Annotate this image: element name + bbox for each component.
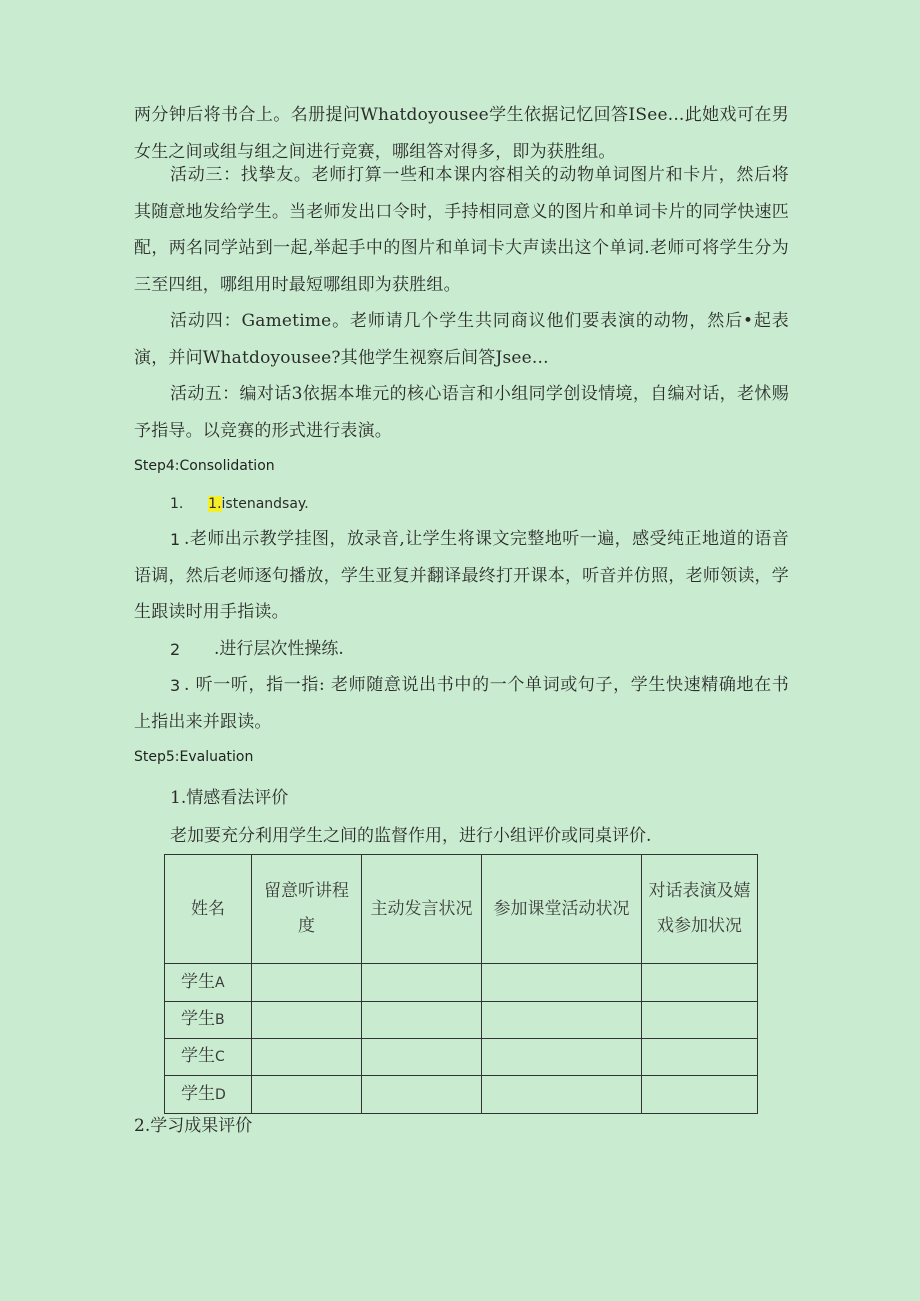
table-cell	[482, 1076, 642, 1114]
table-cell	[252, 1039, 362, 1076]
student-name-cell	[165, 964, 252, 1002]
header-listening: 留意听讲程度	[252, 855, 362, 964]
table-cell	[642, 1039, 758, 1076]
step5-heading: Step5:Evaluation	[134, 749, 254, 765]
table-cell	[362, 964, 482, 1002]
student-letter: C	[215, 1049, 225, 1065]
student-prefix: 学生	[181, 1046, 215, 1066]
student-name-cell	[165, 1002, 252, 1039]
paragraph-activity-five: 活动五：编对话3依据本堆元的核心语言和小组同学创设情境，自编对话，老怵赐予指导。以竞赛的形式进行表演。	[134, 384, 789, 441]
evaluation-table	[164, 854, 758, 1114]
student-prefix: 学生	[181, 1009, 215, 1029]
step5-sub2: 2.学习成果评价	[134, 1116, 253, 1136]
step4-item4-text: . 听一听，指一指: 老师随意说出书中的一个单词或句子，学生快速精确地在书上指出来并跟读。	[134, 675, 789, 732]
paragraph-activity-four: 活动四：Gametime。老师请几个学生共同商议他们要表演的动物，然后•起表演，并问Whatdoyousee?其他学生视察后间答Jsee...	[134, 311, 789, 368]
table-row	[165, 1076, 758, 1114]
student-prefix: 学生	[181, 1083, 215, 1104]
step4-item3-text: .进行层次性操练.	[214, 639, 344, 659]
step4-item-listen-and-say	[170, 493, 309, 513]
table-cell	[642, 964, 758, 1002]
table-cell	[482, 1002, 642, 1039]
student-name-cell	[165, 1039, 252, 1076]
table-cell	[362, 1076, 482, 1114]
step4-heading: Step4:Consolidation	[134, 458, 275, 474]
table-cell	[252, 1002, 362, 1039]
table-cell	[642, 1076, 758, 1114]
student-letter: B	[215, 1012, 225, 1028]
table-cell	[482, 1039, 642, 1076]
highlighted-number: 1.	[208, 496, 222, 512]
header-activity: 参加课堂活动状况	[482, 855, 642, 964]
table-header-row	[165, 855, 758, 964]
step4-item4-number: 3	[170, 676, 181, 695]
table-cell	[252, 1076, 362, 1114]
student-letter: D	[215, 1086, 226, 1103]
step4-item1-number: 1.	[170, 496, 184, 512]
step4-item2-text: .老师出示教学挂图，放录音,让学生将课文完整地听一遍，感受纯正地道的语音语调，然后老师逐句播放，学生亚复并翻译最终打开课本，听音并仿照，老师领读，学生跟读时用手指读。	[134, 529, 789, 622]
table-cell	[642, 1002, 758, 1039]
table-row	[165, 1039, 758, 1076]
table-row	[165, 964, 758, 1002]
table-row	[165, 1002, 758, 1039]
table-cell	[482, 964, 642, 1002]
student-prefix: 学生	[181, 971, 215, 992]
header-dialogue: 对话表演及嬉戏参加状况	[642, 855, 758, 964]
step4-item3-number: 2	[170, 640, 181, 659]
step5-sub1-text: 老加要充分利用学生之间的监督作用，进行小组评价或同桌评价.	[170, 826, 652, 846]
paragraph-activity-three: 活动三：找挚友。老师打算一些和本课内容相关的动物单词图片和卡片，然后将其随意地发给学生。当老师发出口令时，手持相同意义的图片和单词卡片的同学快速匹配，两名同学站到一起,举起手中的图片和单词卡大声读出这个单词.老师可将学生分为三至四组，哪组用时最短哪组即为获胜组。	[134, 165, 789, 295]
header-speaking: 主动发言状况	[362, 855, 482, 964]
table-cell	[362, 1002, 482, 1039]
step4-item2-number: 1	[170, 530, 181, 549]
table-cell	[362, 1039, 482, 1076]
step5-sub1: 1.情感看法评价	[170, 788, 289, 808]
student-letter: A	[215, 974, 225, 991]
paragraph-activity-two-end: 两分钟后将书合上。名册提问Whatdoyousee学生依据记忆回答ISee...此她戏可在男女生之间或组与组之间进行竞赛，哪组答对得多，即为获胜组。	[134, 105, 789, 162]
header-name: 姓名	[165, 855, 252, 964]
step4-item1-text: istenandsay.	[221, 496, 309, 512]
table-cell	[252, 964, 362, 1002]
